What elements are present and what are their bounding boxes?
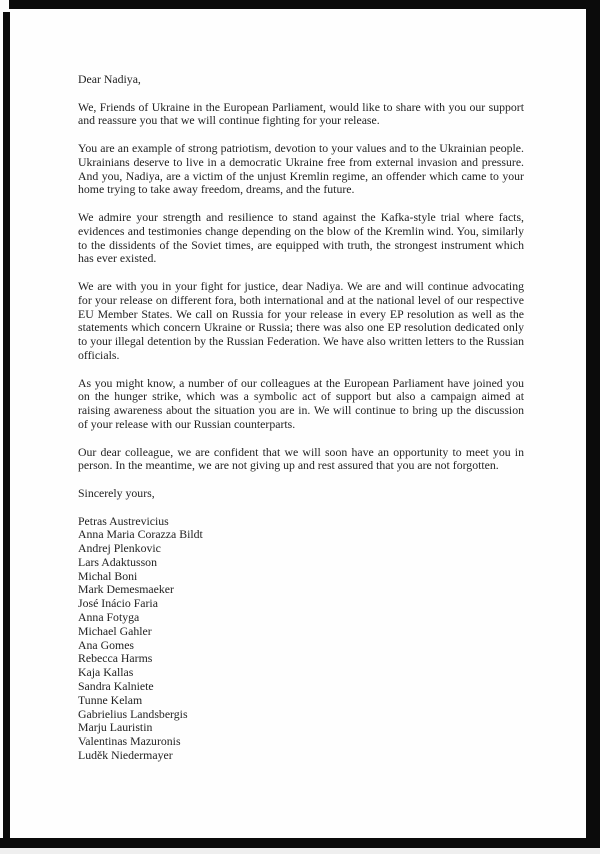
- signatory-name: Petras Austrevicius: [78, 513, 169, 528]
- photo-frame-bottom: [0, 838, 600, 848]
- signatory-name: Michal Boni: [78, 568, 138, 583]
- signatory-list: [78, 515, 524, 763]
- letter-closing: Sincerely yours,: [78, 485, 155, 500]
- letter-paragraph-1: We, Friends of Ukraine in the European Parliament, would like to share with you our support and reassure you that we will continue fighting for your release.: [78, 99, 524, 128]
- letter-page: [10, 9, 586, 838]
- signatory-name: Andrej Plenkovic: [78, 541, 161, 556]
- signatory-name: Rebecca Harms: [78, 651, 153, 666]
- letter-salutation: Dear Nadiya,: [78, 72, 141, 86]
- signatory-name: Lars Adaktusson: [78, 554, 157, 569]
- photo-frame-bottom-strip: [0, 848, 600, 854]
- signatory-name: Tunne Kelam: [78, 692, 143, 707]
- letter-paragraph-2: You are an example of strong patriotism, devotion to your values and to the Ukrainian people. Ukrainians deserve to live in a democratic Ukraine free from external invasion and pressure. And you, Nadiya, are a victim of the unjust Kremlin regime, an offender which came to your home trying to take away freedom, dreams, and the future.: [78, 140, 524, 197]
- signatory-name: Marju Lauristin: [78, 720, 153, 735]
- signatory-name: Gabrielius Landsbergis: [78, 706, 188, 721]
- signatory-name: Mark Demesmaeker: [78, 582, 174, 597]
- signatory-name: Michael Gahler: [78, 623, 152, 638]
- letter-paragraph-3: We admire your strength and resilience to stand against the Kafka-style trial where facts, evidences and testimonies change depending on the blow of the Kremlin wind. You, similarly to the dissidents of the Soviet times, are equipped with truth, the strongest instrument which has ever existed.: [78, 209, 524, 266]
- letter-body: [78, 73, 524, 763]
- signatory-name: Ana Gomes: [78, 637, 135, 652]
- letter-paragraph-6: Our dear colleague, we are confident that we will soon have an opportunity to meet you in person. In the meantime, we are not giving up and rest assured that you are not forgotten.: [78, 444, 524, 473]
- photo-frame-left: [3, 12, 10, 838]
- signatory-name: José Inácio Faria: [78, 596, 158, 611]
- signatory-name: Kaja Kallas: [78, 665, 134, 680]
- signatory-name: Anna Maria Corazza Bildt: [78, 527, 203, 542]
- photo-frame-top: [9, 0, 600, 9]
- photo-frame-right: [586, 0, 600, 848]
- signatory-name: Sandra Kalniete: [78, 679, 154, 694]
- letter-paragraph-4: We are with you in your fight for justice, dear Nadiya. We are and will continue advocating for your release on different fora, both international and at the national level of our respective EU Member States. We call on Russia for your release in every EP resolution as well as the statements which concern Ukraine or Russia; there was also one EP resolution dedicated only to your illegal detention by the Russian Federation. We have also written letters to the Russian officials.: [78, 278, 524, 362]
- signatory-name: Valentinas Mazuronis: [78, 734, 181, 749]
- signatory-name: Anna Fotyga: [78, 610, 140, 625]
- letter-paragraph-5: As you might know, a number of our colleagues at the European Parliament have joined you on the hunger strike, which was a symbolic act of support but also a campaign aimed at raising awareness about the situation you are in. We will continue to bring up the discussion of your release with our Russian counterparts.: [78, 375, 524, 431]
- signatory-name: Luděk Niedermayer: [78, 748, 173, 763]
